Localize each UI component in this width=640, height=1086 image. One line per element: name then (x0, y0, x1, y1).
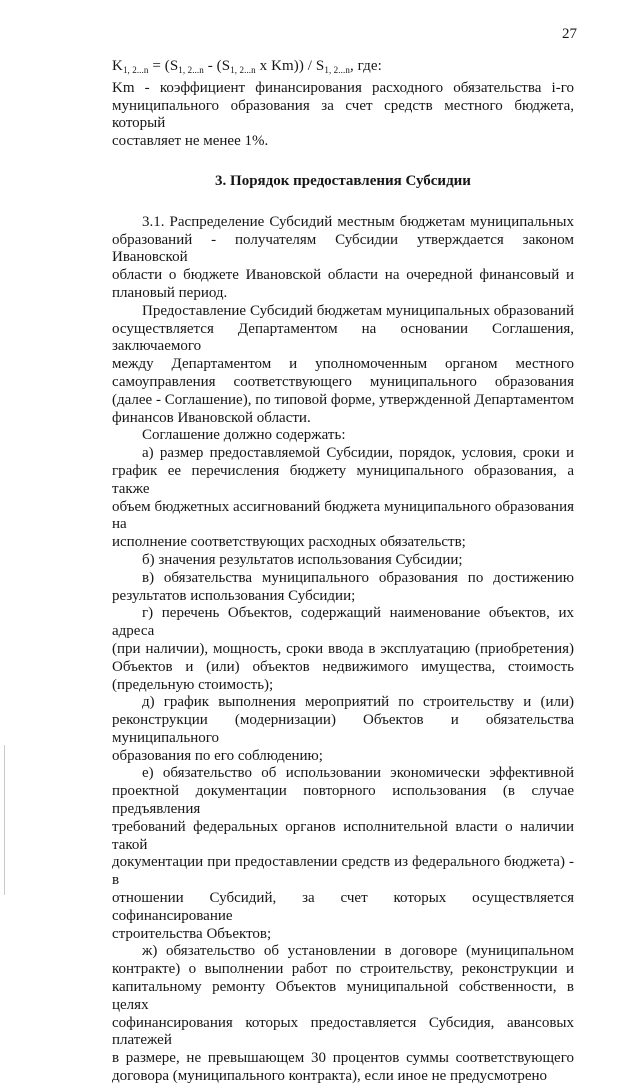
text-line: (при наличии), мощность, сроки ввода в эксплуатацию (приобретения) (112, 640, 574, 657)
text-line: договора (муниципального контракта), если иное не предусмотрено (112, 1068, 548, 1085)
text-line: финансов Ивановской области. (112, 409, 311, 426)
scan-edge-line (4, 745, 5, 895)
paragraph (112, 605, 574, 694)
text-line: в размере, не превышающем 30 процентов суммы соответствующего (112, 1050, 574, 1067)
paragraph (112, 303, 574, 428)
text-line: а) размер предоставляемой Субсидии, порядок, условия, сроки и (142, 445, 574, 462)
paragraph (112, 943, 574, 1085)
text-line: самоуправления соответствующего муниципального образования (112, 373, 574, 390)
text-line: результатов использования Субсидии; (112, 587, 356, 604)
text-line: контракте) о выполнении работ по строительству, реконструкции и (112, 961, 574, 978)
formula-line: $K_{1, 2...n} = (S_{1, 2...n} - (S_{1, 2...n}$ x $Km)) / S_{1, 2...n}$, где: (112, 58, 382, 75)
text-line: Km - коэффициент финансирования расходного обязательства i-го (112, 79, 574, 96)
text-line: плановый период. (112, 284, 228, 301)
text-line: требований федеральных органов исполнительной власти о наличии такой (112, 818, 574, 853)
km-definition (112, 80, 574, 151)
paragraph (112, 427, 574, 445)
text-line: Соглашение должно содержать: (142, 427, 346, 444)
text-line: области о бюджете Ивановской области на очередной финансовый и (112, 267, 574, 284)
text-line: образования по его соблюдению; (112, 747, 323, 764)
text-line: строительства Объектов; (112, 925, 272, 942)
paragraph (112, 552, 574, 570)
paragraph-list (112, 214, 574, 1086)
text-line: исполнение соответствующих расходных обязательств; (112, 534, 466, 551)
text-line: Объектов и (или) объектов недвижимого имущества, стоимость (112, 658, 574, 675)
text-line: между Департаментом и уполномоченным органом местного (112, 356, 574, 373)
text-line: Предоставление Субсидий бюджетам муниципальных образований (142, 302, 574, 319)
text-line: образований - получателям Субсидии утверждается законом Ивановской (112, 231, 574, 266)
text-line: д) график выполнения мероприятий по строительству и (или) (142, 694, 574, 711)
paragraph (112, 694, 574, 765)
paragraph (112, 765, 574, 943)
text-line: 3.1. Распределение Субсидий местным бюджетам муниципальных (142, 213, 574, 230)
text-line: документации при предоставлении средств из федерального бюджета) - в (112, 854, 574, 889)
text-line: муниципального образования за счет средств местного бюджета, который (112, 97, 574, 132)
paragraph (112, 214, 574, 303)
text-line: проектной документации повторного использования (в случае предъявления (112, 783, 574, 818)
paragraph (112, 445, 574, 552)
text-line: в) обязательства муниципального образования по достижению (142, 569, 574, 586)
paragraph (112, 570, 574, 606)
text-line: б) значения результатов использования Субсидии; (142, 551, 463, 568)
text-line: отношении Субсидий, за счет которых осуществляется софинансирование (112, 890, 574, 924)
page-number: 27 (562, 26, 577, 42)
text-line: осуществляется Департаментом на основании Соглашения, заключаемого (112, 320, 574, 355)
text-line: составляет не менее 1%. (112, 133, 269, 150)
text-line: (предельную стоимость); (112, 676, 274, 693)
text-line: е) обязательство об использовании экономически эффективной (142, 765, 574, 782)
text-line: объем бюджетных ассигнований бюджета муниципального образования на (112, 498, 574, 533)
text-line: ж) обязательство об установлении в договоре (муниципальном (142, 943, 574, 960)
text-line: г) перечень Объектов, содержащий наименование объектов, их адреса (112, 605, 574, 640)
text-line: капитальному ремонту Объектов муниципальной собственности, в целях (112, 979, 574, 1013)
document-body (112, 58, 574, 1086)
section-heading: 3. Порядок предоставления Субсидии (215, 172, 471, 189)
text-line: график ее перечисления бюджету муниципального образования, а также (112, 462, 574, 497)
text-line: софинансирования которых предоставляется Субсидия, авансовых платежей (112, 1014, 574, 1049)
text-line: (далее - Соглашение), по типовой форме, утвержденной Департаментом (112, 391, 574, 408)
text-line: реконструкции (модернизации) Объектов и обязательства муниципального (112, 712, 574, 746)
